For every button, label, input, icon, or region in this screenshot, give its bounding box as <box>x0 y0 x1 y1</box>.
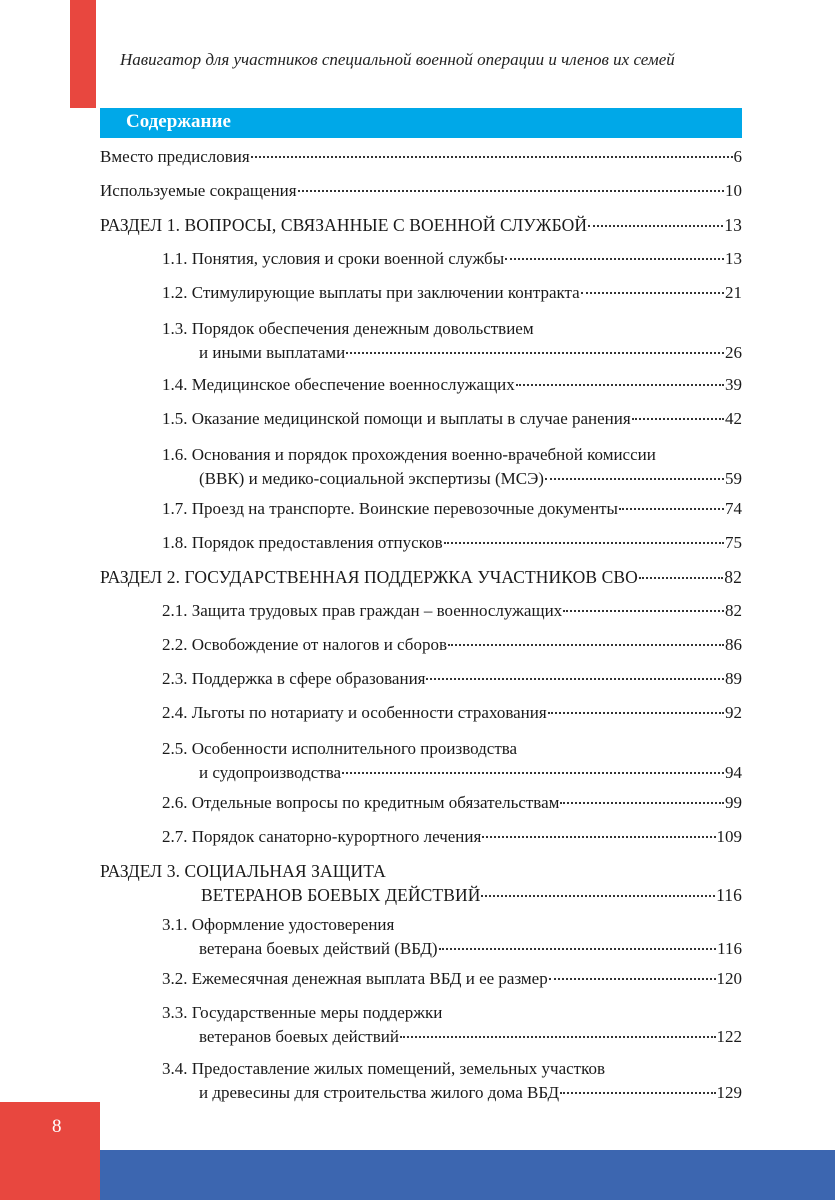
dot-leader <box>481 895 715 897</box>
toc-entry-title: 2.3. Поддержка в сфере образования <box>162 669 426 688</box>
toc-entry <box>100 565 742 589</box>
toc-entry-title-line: 3.1. Оформление удостоверения <box>162 915 395 934</box>
toc-entry-page: 82 <box>724 567 742 587</box>
dot-leader <box>400 1036 716 1038</box>
bottom-red-accent-block <box>0 1102 100 1200</box>
toc-entry-page: 82 <box>725 601 742 620</box>
toc-entry-page: 120 <box>716 969 742 988</box>
dot-leader <box>548 712 724 714</box>
toc-entry-title: 1.2. Стимулирующие выплаты при заключении контракта <box>162 283 580 302</box>
dot-leader <box>346 352 724 354</box>
toc-entry <box>162 633 742 657</box>
toc-entry-page: 21 <box>725 283 742 302</box>
toc-entry <box>162 247 742 271</box>
toc-entry <box>162 701 742 725</box>
dot-leader <box>560 802 724 804</box>
toc-entry-page: 6 <box>733 147 742 166</box>
toc-entry <box>162 373 742 397</box>
toc-entry-title-line: 1.3. Порядок обеспечения денежным довольствием <box>162 319 534 338</box>
toc-entry-page: 94 <box>725 763 742 782</box>
toc-entry <box>162 913 742 961</box>
toc-entry <box>162 967 742 991</box>
toc-entry <box>162 443 742 491</box>
toc-entry-title: 1.5. Оказание медицинской помощи и выплаты в случае ранения <box>162 409 631 428</box>
toc-entry-title: 1.7. Проезд на транспорте. Воинские перевозочные документы <box>162 499 618 518</box>
toc-entry-page: 75 <box>725 533 742 552</box>
toc-entry-page: 129 <box>716 1083 742 1102</box>
toc-entry-page: 92 <box>725 703 742 722</box>
toc-entry-page: 13 <box>725 249 742 268</box>
toc-entry-title: РАЗДЕЛ 1. ВОПРОСЫ, СВЯЗАННЫЕ С ВОЕННОЙ СЛУЖБОЙ <box>100 215 588 235</box>
toc-entry-title-line: 1.6. Основания и порядок прохождения военно-врачебной комиссии <box>162 445 656 464</box>
toc-entry <box>162 531 742 555</box>
toc-entry-title: 2.7. Порядок санаторно-курортного лечения <box>162 827 482 846</box>
toc-entry-page: 74 <box>725 499 742 518</box>
dot-leader <box>619 508 724 510</box>
dot-leader <box>560 1092 715 1094</box>
toc-entry-title: и иными выплатами <box>199 343 346 362</box>
dot-leader <box>251 156 733 158</box>
dot-leader <box>444 542 724 544</box>
toc-entry <box>100 859 742 907</box>
toc-entry-page: 13 <box>724 215 742 235</box>
contents-title: Содержание <box>126 111 231 132</box>
toc-entry-title: 3.2. Ежемесячная денежная выплата ВБД и ее размер <box>162 969 548 988</box>
dot-leader <box>549 978 716 980</box>
toc-entry <box>162 1057 742 1105</box>
toc-entry-page: 116 <box>717 939 742 958</box>
toc-entry-title: РАЗДЕЛ 2. ГОСУДАРСТВЕННАЯ ПОДДЕРЖКА УЧАСТНИКОВ СВО <box>100 567 638 587</box>
toc-entry-page: 26 <box>725 343 742 362</box>
toc-entry-title: 2.1. Защита трудовых прав граждан – военнослужащих <box>162 601 563 620</box>
toc-entry-title: Используемые сокращения <box>100 181 297 200</box>
page-number: 8 <box>52 1116 62 1137</box>
toc-entry <box>162 317 742 365</box>
dot-leader <box>439 948 717 950</box>
dot-leader <box>632 418 724 420</box>
dot-leader <box>505 258 724 260</box>
toc-entry <box>162 599 742 623</box>
running-header: Навигатор для участников специальной военной операции и членов их семей <box>120 50 675 69</box>
toc-entry-page: 59 <box>725 469 742 488</box>
dot-leader <box>563 610 724 612</box>
toc-entry-title: 1.4. Медицинское обеспечение военнослужащих <box>162 375 515 394</box>
dot-leader <box>588 225 723 227</box>
dot-leader <box>516 384 724 386</box>
toc-entry <box>162 497 742 521</box>
toc-entry-page: 116 <box>716 885 742 905</box>
toc-entry <box>100 213 742 237</box>
toc-entry <box>100 145 742 169</box>
toc-entry-title: 2.4. Льготы по нотариату и особенности страхования <box>162 703 547 722</box>
dot-leader <box>581 292 724 294</box>
toc-entry-title: и древесины для строительства жилого дома ВБД <box>199 1083 560 1102</box>
toc-entry-title-line: 3.4. Предоставление жилых помещений, земельных участков <box>162 1059 606 1078</box>
toc-entry-page: 42 <box>725 409 742 428</box>
toc-entry-title: 1.8. Порядок предоставления отпусков <box>162 533 443 552</box>
toc-entry <box>162 407 742 431</box>
contents-heading-band <box>100 108 742 138</box>
toc-entry-title: и судопроизводства <box>199 763 342 782</box>
toc-entry-title: (ВВК) и медико-социальной экспертизы (МСЭ) <box>199 469 544 488</box>
toc-entry-page: 122 <box>716 1027 742 1046</box>
toc-entry-title-line: 2.5. Особенности исполнительного производства <box>162 739 518 758</box>
toc-entry-title: 2.2. Освобождение от налогов и сборов <box>162 635 447 654</box>
dot-leader <box>448 644 724 646</box>
toc-entry-page: 89 <box>725 669 742 688</box>
toc-entry <box>162 825 742 849</box>
dot-leader <box>639 577 723 579</box>
toc-entry <box>100 179 742 203</box>
top-red-accent-bar <box>70 0 96 108</box>
toc-entry-title: ветерана боевых действий (ВБД) <box>199 939 438 958</box>
toc-entry-page: 99 <box>725 793 742 812</box>
dot-leader <box>545 478 724 480</box>
toc-entry-page: 39 <box>725 375 742 394</box>
toc-entry-title: 2.6. Отдельные вопросы по кредитным обязательствам <box>162 793 560 812</box>
toc-entry-title: ВЕТЕРАНОВ БОЕВЫХ ДЕЙСТВИЙ <box>201 885 481 905</box>
toc-entry <box>162 667 742 691</box>
toc-entry <box>162 791 742 815</box>
toc-entry-title: 1.1. Понятия, условия и сроки военной службы <box>162 249 505 268</box>
dot-leader <box>342 772 724 774</box>
toc-entry <box>162 737 742 785</box>
toc-entry-page: 10 <box>725 181 742 200</box>
bottom-blue-accent-bar <box>100 1150 835 1200</box>
dot-leader <box>426 678 724 680</box>
toc-entry-title-line: 3.3. Государственные меры поддержки <box>162 1003 443 1022</box>
toc-entry-page: 86 <box>725 635 742 654</box>
toc-entry-title-line: РАЗДЕЛ 3. СОЦИАЛЬНАЯ ЗАЩИТА <box>100 861 386 881</box>
toc-entry-page: 109 <box>716 827 742 846</box>
toc-entry <box>162 1001 742 1049</box>
dot-leader <box>482 836 715 838</box>
toc-entry-title: Вместо предисловия <box>100 147 250 166</box>
toc-entry-title: ветеранов боевых действий <box>199 1027 399 1046</box>
dot-leader <box>298 190 724 192</box>
toc-entry <box>162 281 742 305</box>
